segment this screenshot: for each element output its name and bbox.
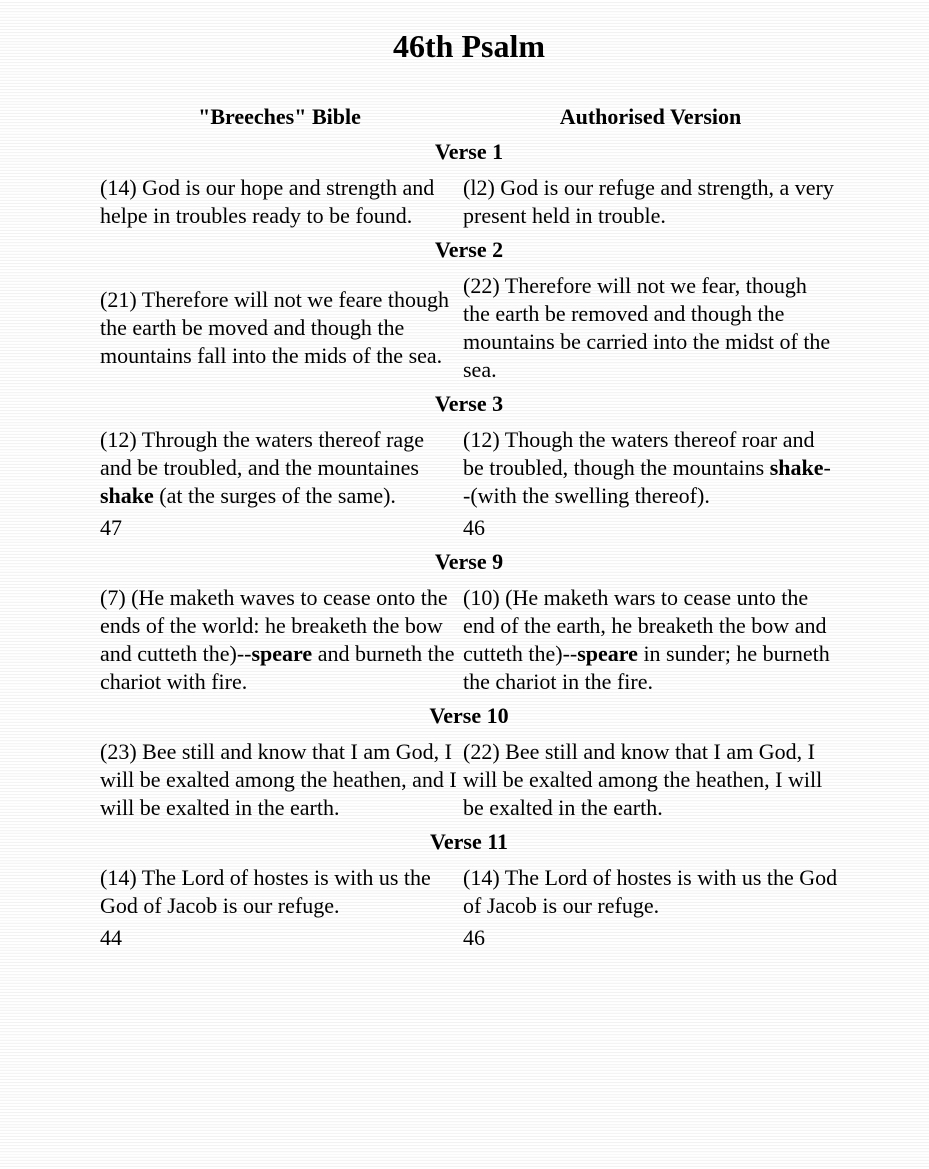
emphasized-word: shake	[100, 483, 154, 508]
verse-text-segment: (10) (He maketh wars to cease unto the end of the earth, he breaketh the bow and cutteth the)--	[463, 585, 827, 666]
breeches-page-number: 47	[100, 515, 122, 540]
verse-heading-row	[98, 698, 840, 736]
verse-row	[98, 862, 840, 922]
verse-heading-row	[98, 386, 840, 424]
verse-text-segment: --(with the swelling thereof).	[463, 455, 831, 508]
verse-row	[98, 172, 840, 232]
verse-row	[98, 582, 840, 698]
verse-text-segment: (7) (He maketh waves to cease onto the ends of the world: he breaketh the bow and cutteth the)--	[100, 585, 448, 666]
verse-text-segment: in sunder; he burneth the chariot in the fire.	[463, 641, 830, 694]
verse-heading: Verse 1	[434, 139, 504, 164]
verse-heading-row	[98, 134, 840, 172]
authorised-verse-text	[461, 582, 840, 698]
verse-heading-row	[98, 824, 840, 862]
breeches-verse-text: (23) Bee still and know that I am God, I will be exalted among the heathen, and I will be exalted in the earth.	[100, 739, 457, 820]
page-number-row	[98, 922, 840, 954]
comparison-table	[98, 98, 840, 954]
verse-heading: Verse 11	[429, 829, 508, 854]
authorised-verse-text: (14) The Lord of hostes is with us the God of Jacob is our refuge.	[463, 865, 838, 918]
authorised-page-number: 46	[463, 925, 485, 950]
verse-heading-row	[98, 232, 840, 270]
verse-text-segment: (12) Through the waters thereof rage and be troubled, and the mountaines	[100, 427, 424, 480]
verse-row	[98, 270, 840, 386]
verse-heading: Verse 9	[434, 549, 504, 574]
verse-text-segment: and burneth the chariot with fire.	[100, 641, 455, 694]
breeches-page-number: 44	[100, 925, 122, 950]
breeches-verse-text	[98, 424, 461, 512]
breeches-verse-text: (14) The Lord of hostes is with us the God of Jacob is our refuge.	[100, 865, 431, 918]
verse-row	[98, 424, 840, 512]
emphasized-word: speare	[577, 641, 638, 666]
verse-heading: Verse 3	[434, 391, 504, 416]
page-number-row	[98, 512, 840, 544]
verse-row	[98, 736, 840, 824]
page-title: 46th Psalm	[393, 28, 545, 64]
verse-heading-row	[98, 544, 840, 582]
authorised-verse-text: (l2) God is our refuge and strength, a very present held in trouble.	[463, 175, 834, 228]
verse-heading: Verse 10	[429, 703, 509, 728]
emphasized-word: shake	[769, 455, 824, 480]
authorised-verse-text: (22) Therefore will not we fear, though the earth be removed and though the mountains be carried into the midst of the sea.	[463, 273, 831, 382]
authorised-verse-text: (22) Bee still and know that I am God, I will be exalted among the heathen, I will be exalted in the earth.	[463, 739, 823, 820]
authorised-verse-text	[461, 424, 840, 512]
breeches-verse-text	[98, 582, 461, 698]
column-header-authorised: Authorised Version	[559, 104, 742, 129]
authorised-page-number: 46	[463, 515, 485, 540]
breeches-verse-text: (14) God is our hope and strength and helpe in troubles ready to be found.	[100, 175, 435, 228]
column-header-breeches: "Breeches" Bible	[198, 104, 361, 129]
emphasized-word: speare	[251, 641, 313, 666]
verse-heading: Verse 2	[434, 237, 504, 262]
column-header-row	[98, 98, 840, 134]
breeches-verse-text: (21) Therefore will not we feare though the earth be moved and though the mountains fall into the mids of the sea.	[100, 287, 450, 368]
verse-text-segment: (12) Though the waters thereof roar and be troubled, though the mountains	[463, 427, 815, 480]
verse-text-segment: (at the surges of the same).	[153, 483, 396, 508]
